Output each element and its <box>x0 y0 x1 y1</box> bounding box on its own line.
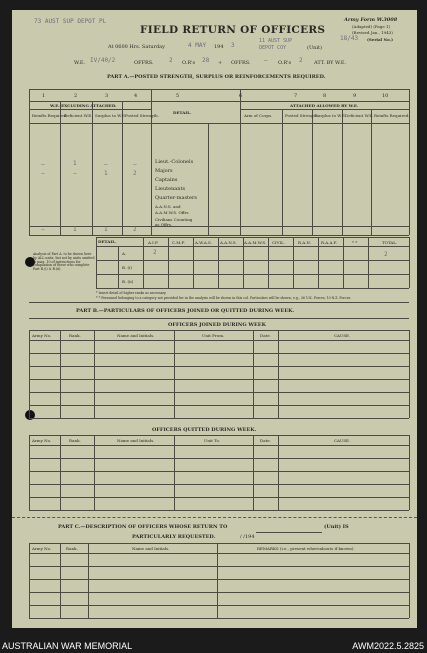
total-surplus: 1 <box>104 226 108 233</box>
value-surplus: 1 <box>104 170 108 177</box>
rank-label: Majors <box>155 168 173 174</box>
ors-value: 28 <box>202 57 210 64</box>
total-posted: 2 <box>133 226 137 233</box>
total-reinfts: – <box>41 226 45 233</box>
unit-label: (Unit) <box>307 45 322 51</box>
quitted-col-header: CAUSE. <box>334 438 351 443</box>
col-number: 1 <box>42 93 46 99</box>
value-posted: 2 <box>133 170 137 177</box>
quitted-col-header: Unit To. <box>204 438 221 443</box>
form-number: Army Form W.3008 <box>344 17 398 23</box>
unit-stamp: 73 AUST SUP DEPOT PL <box>34 18 107 25</box>
col-number: 6 <box>239 93 243 99</box>
joined-col-header: Date. <box>260 333 271 338</box>
value-posted: – <box>133 161 137 168</box>
sub-header: Posted Strength. <box>285 113 320 118</box>
analysis-note: Analysis of Part A. to be shown here by ALL units, but not by units omitted in para. 10 of instructions for compilation of these who complete Part B.(i) & B.(ii). <box>33 252 95 272</box>
part-a-heading: PART A.—POSTED STRENGTH, SURPLUS OR REINFORCEMENTS REQUIRED. <box>107 74 326 80</box>
sub-header: Arm of Corps. <box>244 113 273 118</box>
analysis-total-value: 2 <box>384 251 388 258</box>
analysis-col: A.I.F. <box>148 240 159 245</box>
col-number: 5 <box>176 93 180 99</box>
time-line: At 0600 Hrs. Saturday <box>108 44 165 50</box>
analysis-col: TOTAL. <box>382 240 398 245</box>
year-prefix: 194 <box>214 44 224 50</box>
form-adapted: (Adapted) (Page 1) <box>352 24 391 29</box>
quitted-col-header: Rank. <box>69 438 81 443</box>
col-number: 3 <box>105 93 109 99</box>
footer-source: AUSTRALIAN WAR MEMORIAL <box>2 641 133 651</box>
offrs-label: OFFRS. <box>134 60 154 66</box>
quitted-col-header: Date. <box>260 438 271 443</box>
sub-header: Deficient W.E. <box>64 113 93 118</box>
offrs-att-label: OFFRS. <box>231 60 251 66</box>
year-value: 3 <box>231 42 235 49</box>
quitted-heading: OFFICERS QUITTED DURING WEEK. <box>152 427 257 433</box>
att-by-we-label: ATT. BY W.E. <box>314 60 347 66</box>
analysis-col: R.A.A.F. <box>321 240 338 245</box>
col-number: 10 <box>382 93 389 99</box>
value-reinfts: – <box>41 170 45 177</box>
col-number: 9 <box>353 93 357 99</box>
rank-label: Lieutenants <box>155 186 186 192</box>
sub-header: Surplus to W.E. <box>315 113 347 118</box>
ors-att-value: 2 <box>299 57 303 64</box>
detail-header: DETAIL. <box>173 110 192 115</box>
analysis-col: A.W.A.S. <box>195 240 212 245</box>
perforation-line <box>12 517 417 518</box>
joined-col-header: Unit From. <box>202 333 225 338</box>
part-c-date: / /194 <box>240 534 255 540</box>
part-c-col-header: Name and Initials. <box>132 546 170 551</box>
part-b-heading: PART B.—PARTICULARS OF OFFICERS JOINED OR QUITTED DURING WEEK. <box>76 308 295 314</box>
col-number: 4 <box>134 93 138 99</box>
rank-label: Captains <box>155 177 178 183</box>
rank-label: Civilians Counting <box>155 217 193 222</box>
unit-value-line1: 11 AUST SUP <box>259 38 293 44</box>
joined-heading: OFFICERS JOINED DURING WEEK <box>168 322 266 328</box>
analysis-detail-label: DETAIL. <box>98 239 117 244</box>
col-number: 7 <box>294 93 298 99</box>
value-reinfts: – <box>41 161 45 168</box>
part-c-requested: PARTICULARLY REQUESTED. <box>132 534 216 540</box>
quitted-col-header: Name and Initials. <box>117 438 155 443</box>
attached-allowed: ATTACHED ALLOWED BY W.E. <box>290 103 359 108</box>
joined-col-header: Name and Initials. <box>117 333 155 338</box>
analysis-col: C.M.F. <box>172 240 185 245</box>
footer-accession: AWM2022.5.2825 <box>352 641 424 651</box>
serial-number-value: 18/43 <box>340 35 359 42</box>
we-value: IV/40/2 <box>90 57 116 64</box>
ors-att-label: O.R's <box>278 60 292 66</box>
date-value: 4 MAY <box>188 42 207 49</box>
rank-label: A.A.M.W.S. Offrs <box>155 210 189 215</box>
footnote: * * Personnel belonging to a category not provided for in the analysis will be shown in this col. Particulars will be shown, e.g., 36 U.K. Forces; 10 N.Z. Forces. <box>96 296 352 300</box>
analysis-col: R.A.N. <box>298 240 311 245</box>
joined-col-header: Rank. <box>69 333 81 338</box>
footnote: * Insert detail of higher ranks as necessary. <box>96 291 167 295</box>
total-deficient: 1 <box>73 226 77 233</box>
part-c-col-header: Rank. <box>66 546 78 551</box>
col-number: 2 <box>74 93 78 99</box>
col-number: 8 <box>323 93 327 99</box>
analysis-col: * * <box>352 240 358 245</box>
joined-col-header: CAUSE. <box>334 333 351 338</box>
we-excluding-attached: W.E. EXCLUDING ATTACHED. <box>50 103 117 108</box>
plus-sign: + <box>218 60 223 66</box>
analysis-col: A.A.M.W.S. <box>244 240 267 245</box>
sub-header: Reinfts Required. <box>32 113 68 118</box>
offrs-value: 2 <box>169 57 173 64</box>
sub-header: Reinfts Required. <box>374 113 410 118</box>
rank-label: Quarter-masters <box>155 195 197 201</box>
serial-number-label: (Serial No.) <box>367 37 393 42</box>
value-deficient: – <box>73 170 77 177</box>
rank-label: as Offrs. <box>155 222 173 227</box>
value-deficient: 1 <box>73 160 77 167</box>
part-c-col-header: Army No. <box>32 546 52 551</box>
part-c-unit-label: (Unit) IS <box>324 524 349 530</box>
analysis-row-label: B. (ii) <box>122 279 134 284</box>
quitted-col-header: Army No. <box>32 438 52 443</box>
part-c-heading: PART C.—DESCRIPTION OF OFFICERS WHOSE RETURN TO <box>58 524 228 530</box>
rank-label: A.A.N.S. and <box>155 204 181 209</box>
analysis-col: A.A.N.S. <box>220 240 237 245</box>
ors-label: O.R's <box>182 60 196 66</box>
sub-header: Surplus to W.E. <box>95 113 127 118</box>
we-label: W.E. <box>74 60 86 66</box>
value-surplus: – <box>104 161 108 168</box>
form-sheet <box>12 10 417 628</box>
joined-col-header: Army No. <box>32 333 52 338</box>
sub-header: Posted Strength. <box>125 113 160 118</box>
sub-header: Deficient W.E. <box>345 113 374 118</box>
rank-label: Lieut.-Colonels <box>155 159 194 165</box>
analysis-col: CIVIL. <box>272 240 286 245</box>
analysis-row-label: B. (i) <box>122 265 132 270</box>
analysis-aif-value: 2 <box>153 249 157 256</box>
form-revised: (Revised Jan., 1943) <box>352 30 393 35</box>
part-c-col-header: REMARKS (i.e., present whereabouts if known). <box>257 546 355 551</box>
form-title: FIELD RETURN OF OFFICERS <box>140 24 326 36</box>
archive-footer <box>0 640 427 653</box>
offrs-att-value: – <box>264 57 268 64</box>
analysis-row-label: A. <box>122 251 127 256</box>
unit-value-line2: DEPOT COY <box>259 45 287 51</box>
